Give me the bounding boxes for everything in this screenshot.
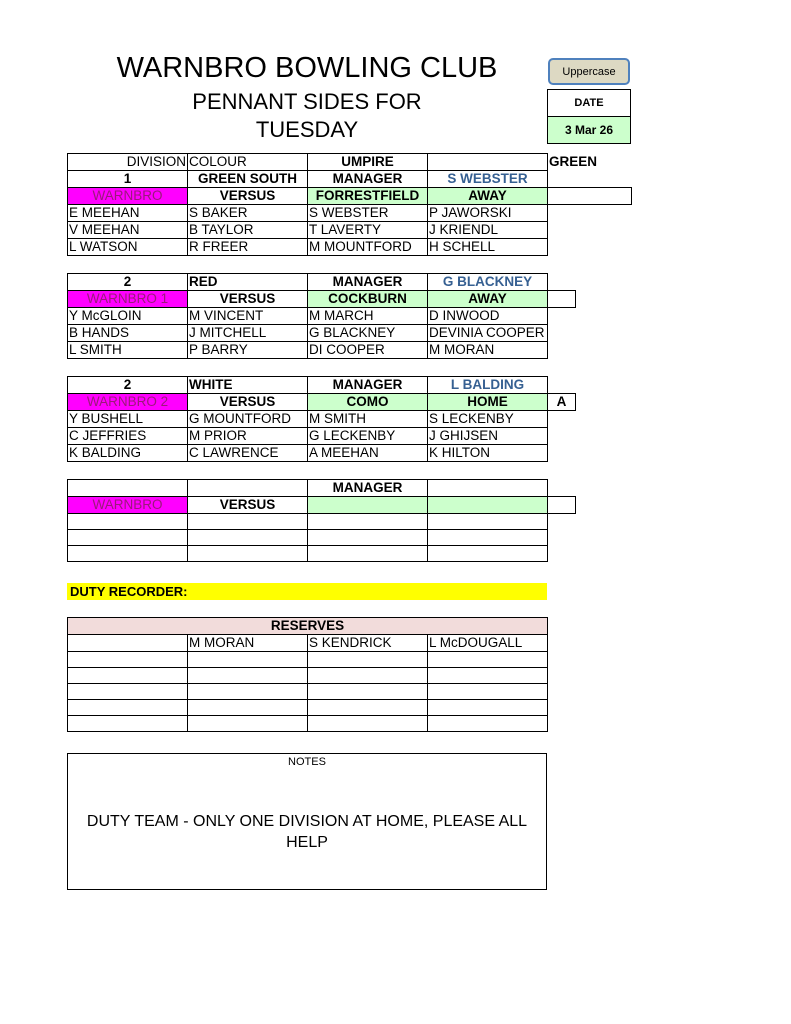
table-row <box>68 700 548 716</box>
player-cell: J GHIJSEN <box>428 428 548 445</box>
versus-label: VERSUS <box>188 497 308 514</box>
table-row <box>68 188 632 205</box>
table-row <box>68 480 576 497</box>
reserve-cell[interactable] <box>308 716 428 732</box>
table-row <box>68 497 576 514</box>
table-row <box>68 635 548 652</box>
umpire-cell[interactable] <box>428 154 548 171</box>
player-cell: S LECKENBY <box>428 411 548 428</box>
manager-label: MANAGER <box>308 377 428 394</box>
player-cell: DEVINIA COOPER <box>428 325 548 342</box>
table-row <box>68 205 632 222</box>
division-2-red-table <box>67 273 576 359</box>
reserve-cell[interactable] <box>428 668 548 684</box>
reserve-cell[interactable] <box>428 652 548 668</box>
table-row <box>68 684 548 700</box>
division-number: 2 <box>68 377 188 394</box>
player-cell: M VINCENT <box>188 308 308 325</box>
player-cell[interactable] <box>68 530 188 546</box>
table-row <box>68 652 548 668</box>
player-cell[interactable] <box>308 514 428 530</box>
player-cell[interactable] <box>428 546 548 562</box>
table-row <box>68 546 576 562</box>
reserve-cell[interactable] <box>68 716 188 732</box>
versus-label: VERSUS <box>188 188 308 205</box>
table-row <box>68 428 576 445</box>
division-colour[interactable] <box>188 480 308 497</box>
player-cell: B TAYLOR <box>188 222 308 239</box>
green-cell[interactable] <box>548 497 576 514</box>
green-header: GREEN <box>549 154 598 169</box>
reserve-cell[interactable] <box>68 684 188 700</box>
player-cell: M SMITH <box>308 411 428 428</box>
date-label: DATE <box>547 89 631 117</box>
player-cell: S WEBSTER <box>308 205 428 222</box>
player-cell[interactable] <box>428 530 548 546</box>
venue-label: AWAY <box>428 188 548 205</box>
player-cell: B HANDS <box>68 325 188 342</box>
reserve-cell[interactable] <box>188 652 308 668</box>
table-row <box>68 668 548 684</box>
manager-name: G BLACKNEY <box>428 274 548 291</box>
manager-label: MANAGER <box>308 480 428 497</box>
table-row <box>68 716 548 732</box>
subtitle-day: TUESDAY <box>255 117 359 142</box>
player-cell[interactable] <box>308 546 428 562</box>
venue-label[interactable] <box>428 497 548 514</box>
reserve-cell[interactable] <box>188 700 308 716</box>
player-cell[interactable] <box>68 514 188 530</box>
opponent-name: COCKBURN <box>308 291 428 308</box>
table-row <box>68 377 576 394</box>
player-cell: Y McGLOIN <box>68 308 188 325</box>
player-cell: H SCHELL <box>428 239 548 256</box>
player-cell[interactable] <box>308 530 428 546</box>
division-number: 1 <box>68 171 188 188</box>
player-cell: L SMITH <box>68 342 188 359</box>
player-cell: A MEEHAN <box>308 445 428 462</box>
reserve-cell[interactable] <box>308 652 428 668</box>
venue-label: HOME <box>428 394 548 411</box>
team-name: WARNBRO <box>68 497 188 514</box>
reserve-cell[interactable] <box>308 684 428 700</box>
table-row <box>68 171 632 188</box>
reserve-cell[interactable] <box>188 684 308 700</box>
player-cell[interactable] <box>68 546 188 562</box>
player-cell: J MITCHELL <box>188 325 308 342</box>
duty-recorder-bar: DUTY RECORDER: <box>67 583 547 600</box>
versus-label: VERSUS <box>188 291 308 308</box>
player-cell: C LAWRENCE <box>188 445 308 462</box>
player-cell: M MARCH <box>308 308 428 325</box>
reserve-cell[interactable]: S KENDRICK <box>308 635 428 652</box>
reserve-cell[interactable] <box>428 716 548 732</box>
table-row <box>68 342 576 359</box>
manager-label: MANAGER <box>308 274 428 291</box>
player-cell: M PRIOR <box>188 428 308 445</box>
green-cell[interactable]: A <box>548 394 576 411</box>
versus-label: VERSUS <box>188 394 308 411</box>
green-cell[interactable] <box>548 291 576 308</box>
notes-label: NOTES <box>288 756 326 768</box>
division-blank-table <box>67 479 576 562</box>
reserve-cell[interactable] <box>428 700 548 716</box>
player-cell[interactable] <box>188 530 308 546</box>
venue-label: AWAY <box>428 291 548 308</box>
opponent-name: COMO <box>308 394 428 411</box>
table-row <box>68 291 576 308</box>
green-cell[interactable] <box>548 188 632 205</box>
table-row <box>68 325 576 342</box>
reserves-title: RESERVES <box>68 618 548 635</box>
table-row <box>68 445 576 462</box>
manager-name: S WEBSTER <box>428 171 548 188</box>
player-cell: G LECKENBY <box>308 428 428 445</box>
table-row <box>68 618 548 635</box>
notes-box[interactable] <box>67 753 547 890</box>
player-cell: T LAVERTY <box>308 222 428 239</box>
division-header: DIVISION <box>68 154 188 171</box>
team-name: WARNBRO <box>68 188 188 205</box>
subtitle-pennant-sides: PENNANT SIDES FOR <box>192 89 422 114</box>
table-row <box>68 308 576 325</box>
club-title: WARNBRO BOWLING CLUB <box>116 52 498 84</box>
player-cell[interactable] <box>188 514 308 530</box>
table-row <box>68 411 576 428</box>
reserve-cell[interactable] <box>68 635 188 652</box>
player-cell: M MORAN <box>428 342 548 359</box>
player-cell: L WATSON <box>68 239 188 256</box>
reserve-cell[interactable] <box>188 668 308 684</box>
player-cell: V MEEHAN <box>68 222 188 239</box>
reserve-cell[interactable] <box>308 700 428 716</box>
division-colour: RED <box>188 274 308 291</box>
division-number: 2 <box>68 274 188 291</box>
reserve-cell[interactable]: L McDOUGALL <box>428 635 548 652</box>
table-row <box>68 514 576 530</box>
table-row <box>68 274 576 291</box>
reserve-cell[interactable] <box>428 684 548 700</box>
manager-label: MANAGER <box>308 171 428 188</box>
player-cell: Y BUSHELL <box>68 411 188 428</box>
date-value[interactable]: 3 Mar 26 <box>547 117 631 144</box>
player-cell: G MOUNTFORD <box>188 411 308 428</box>
colour-header: COLOUR <box>188 154 308 171</box>
opponent-name: FORRESTFIELD <box>308 188 428 205</box>
division-colour: WHITE <box>188 377 308 394</box>
player-cell: M MOUNTFORD <box>308 239 428 256</box>
reserve-cell[interactable] <box>188 716 308 732</box>
notes-text: DUTY TEAM - ONLY ONE DIVISION AT HOME, PLEASE ALL HELP <box>86 813 528 851</box>
division-colour: GREEN SOUTH <box>188 171 308 188</box>
reserve-cell[interactable] <box>68 652 188 668</box>
reserve-cell[interactable] <box>68 668 188 684</box>
player-cell: K HILTON <box>428 445 548 462</box>
uppercase-button[interactable]: Uppercase <box>548 58 630 85</box>
table-row <box>68 394 576 411</box>
division-2-white-table <box>67 376 576 462</box>
table-row <box>68 239 632 256</box>
player-cell: P JAWORSKI <box>428 205 548 222</box>
umpire-header: UMPIRE <box>308 154 428 171</box>
division-1-table <box>67 153 632 256</box>
table-row <box>68 222 632 239</box>
player-cell: S BAKER <box>188 205 308 222</box>
player-cell: E MEEHAN <box>68 205 188 222</box>
reserve-cell[interactable] <box>308 668 428 684</box>
player-cell: R FREER <box>188 239 308 256</box>
player-cell: DI COOPER <box>308 342 428 359</box>
team-name: WARNBRO 2 <box>68 394 188 411</box>
player-cell: G BLACKNEY <box>308 325 428 342</box>
player-cell: J KRIENDL <box>428 222 548 239</box>
player-cell[interactable] <box>428 514 548 530</box>
player-cell: K BALDING <box>68 445 188 462</box>
player-cell: P BARRY <box>188 342 308 359</box>
table-row <box>68 530 576 546</box>
player-cell: D INWOOD <box>428 308 548 325</box>
reserve-cell[interactable]: M MORAN <box>188 635 308 652</box>
reserves-table <box>67 617 548 732</box>
manager-name[interactable] <box>428 480 548 497</box>
player-cell[interactable] <box>188 546 308 562</box>
manager-name: L BALDING <box>428 377 548 394</box>
team-name: WARNBRO 1 <box>68 291 188 308</box>
opponent-name[interactable] <box>308 497 428 514</box>
reserve-cell[interactable] <box>68 700 188 716</box>
table-row <box>68 154 632 171</box>
player-cell: C JEFFRIES <box>68 428 188 445</box>
division-number[interactable] <box>68 480 188 497</box>
